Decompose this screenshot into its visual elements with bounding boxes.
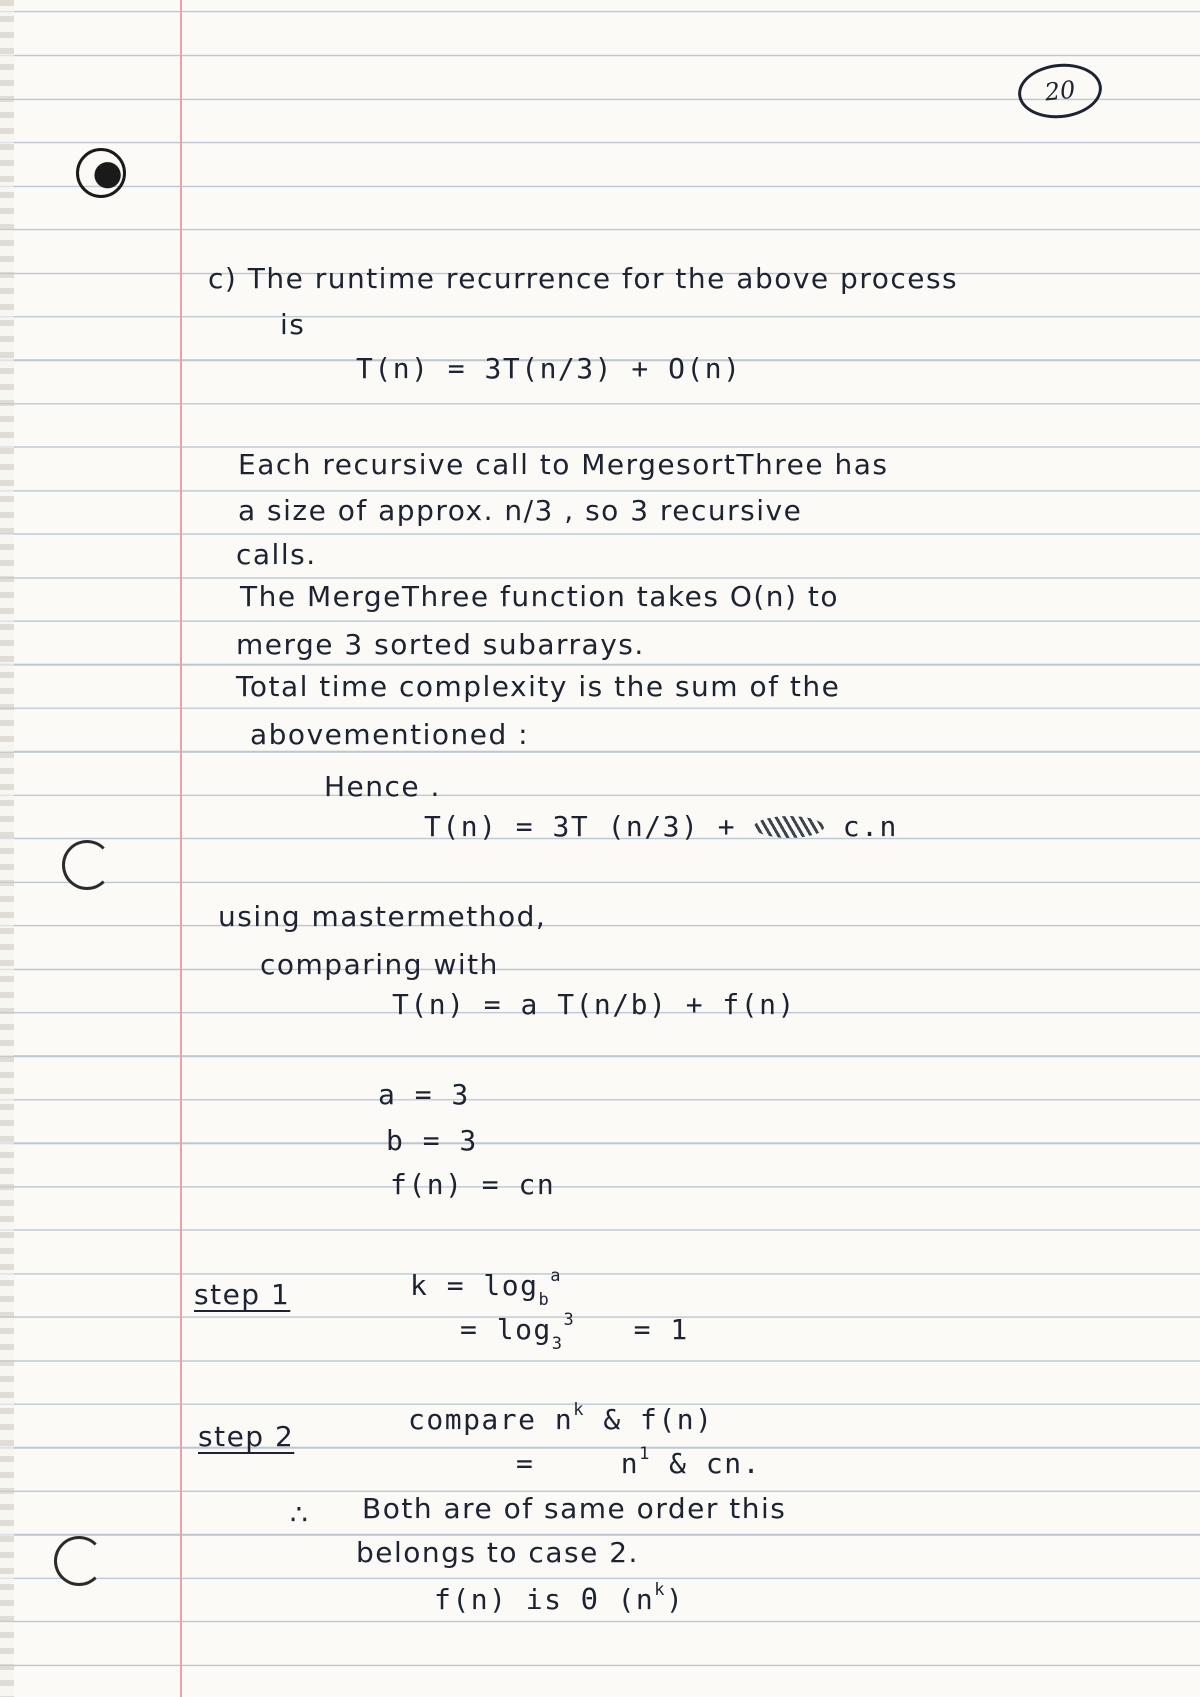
equation-compare: compare $n^k$ & f(n)	[408, 1400, 714, 1436]
text-line: Both are of same order this	[362, 1492, 787, 1525]
equation-master-form: T(n) = a T(n/b) + f(n)	[392, 988, 796, 1021]
spiral-binding	[0, 0, 14, 1697]
text-line: The MergeThree function takes O(n) to	[240, 580, 839, 613]
text-line: c) The runtime recurrence for the above process	[208, 262, 959, 295]
therefore-symbol: ∴	[290, 1498, 310, 1531]
scribble-strikeout	[754, 816, 824, 838]
equation-a: a = 3	[378, 1078, 470, 1111]
punch-hole-icon	[54, 1536, 104, 1586]
equation-hence	[424, 810, 898, 843]
text-line: Hence .	[324, 770, 441, 803]
equation-lhs: T(n) = 3T (n/3) +	[424, 810, 737, 843]
equation-k: $k = \log_b^a$	[410, 1266, 563, 1310]
equation-b: b = 3	[386, 1124, 478, 1157]
equation-log: = $\log_3^3 = 1$	[460, 1310, 689, 1354]
text-line: calls.	[236, 538, 317, 571]
equation-fn: f(n) = cn	[390, 1168, 556, 1201]
text-line: using mastermethod,	[218, 900, 547, 933]
text-line: is	[280, 308, 306, 341]
equation-theta: f(n) is Θ $(n^k)$	[434, 1580, 685, 1616]
equation-recurrence: T(n) = 3T(n/3) + O(n)	[356, 352, 742, 385]
equation-compare-values: = $n^1$ & cn.	[516, 1444, 761, 1480]
page-number: 20	[1015, 60, 1104, 122]
text-line: abovementioned :	[250, 718, 530, 751]
text-line: a size of approx. n/3 , so 3 recursive	[238, 494, 803, 527]
margin-line	[180, 0, 182, 1697]
step-1-label: step 1	[194, 1278, 291, 1311]
step-2-label: step 2	[198, 1420, 295, 1453]
punch-hole-icon	[76, 148, 126, 198]
text-line: merge 3 sorted subarrays.	[236, 628, 645, 661]
text-line: Total time complexity is the sum of the	[236, 670, 841, 703]
text-line: Each recursive call to MergesortThree has	[238, 448, 889, 481]
text-line: comparing with	[260, 948, 499, 981]
equation-term: c.n	[842, 810, 898, 843]
text-line: belongs to case 2.	[356, 1536, 639, 1569]
punch-hole-icon	[62, 840, 112, 890]
